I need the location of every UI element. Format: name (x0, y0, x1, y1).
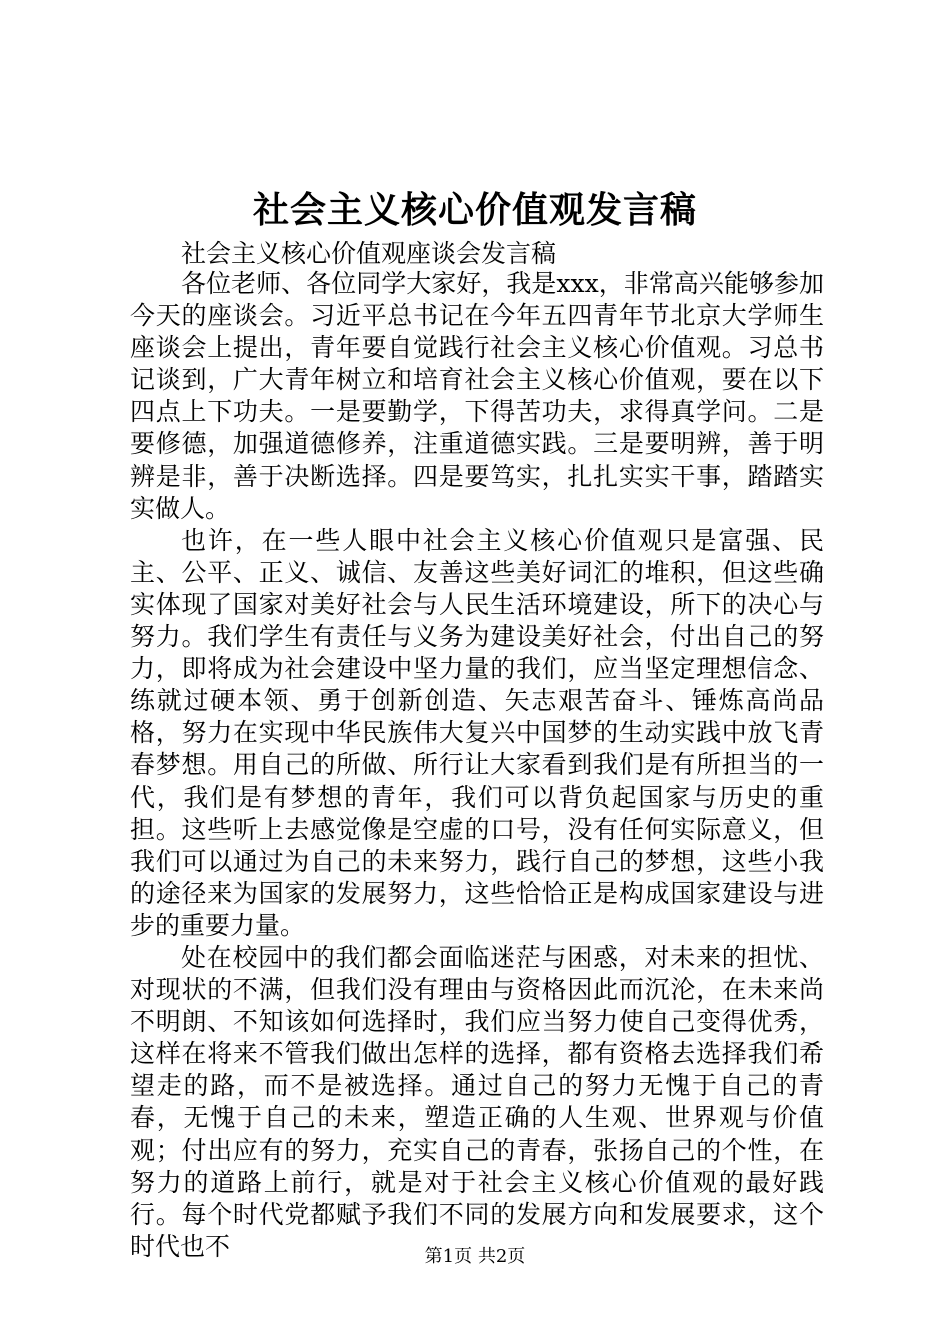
document-title: 社会主义核心价值观发言稿 (252, 189, 697, 231)
page-number-footer: 第1页 共2页 (424, 1246, 526, 1267)
document-body (130, 268, 824, 1263)
body-paragraph: 各位老师、各位同学大家好，我是xxx，非常高兴能够参加今天的座谈会。习近平总书记在今年五四青年节北京大学师生座谈会上提出，青年要自觉践行社会主义核心价值观。习总书记谈到，广大青年树立和培育社会主义核心价值观，要在以下四点上下功夫。一是要勤学，下得苦功夫，求得真学问。二是要修德，加强道德修养，注重道德实践。三是要明辨，善于明辨是非，善于决断选择。四是要笃实，扎扎实实干事，踏踏实实做人。 (130, 269, 824, 523)
document-subtitle: 社会主义核心价值观座谈会发言稿 (181, 239, 557, 268)
body-paragraph: 处在校园中的我们都会面临迷茫与困惑，对未来的担忧、对现状的不满，但我们没有理由与资格因此而沉沦，在未来尚不明朗、不知该如何选择时，我们应当努力使自己变得优秀，这样在将来不管我们做出怎样的选择，都有资格去选择我们希望走的路，而不是被选择。通过自己的努力无愧于自己的青春，无愧于自己的未来，塑造正确的人生观、世界观与价值观；付出应有的努力，充实自己的青春，张扬自己的个性，在努力的道路上前行，就是对于社会主义核心价值观的最好践行。每个时代党都赋予我们不同的发展方向和发展要求，这个时代也不 (130, 942, 824, 1261)
body-paragraph: 也许，在一些人眼中社会主义核心价值观只是富强、民主、公平、正义、诚信、友善这些美好词汇的堆积，但这些确实体现了国家对美好社会与人民生活环境建设，所下的决心与努力。我们学生有责任与义务为建设美好社会，付出自己的努力，即将成为社会建设中坚力量的我们，应当坚定理想信念、练就过硬本领、勇于创新创造、矢志艰苦奋斗、锤炼高尚品格，努力在实现中华民族伟大复兴中国梦的生动实践中放飞青春梦想。用自己的所做、所行让大家看到我们是有所担当的一代，我们是有梦想的青年，我们可以背负起国家与历史的重担。这些听上去感觉像是空虚的口号，没有任何实际意义，但我们可以通过为自己的未来努力，践行自己的梦想，这些小我的途径来为国家的发展努力，这些恰恰正是构成国家建设与进步的重要力量。 (130, 525, 824, 940)
